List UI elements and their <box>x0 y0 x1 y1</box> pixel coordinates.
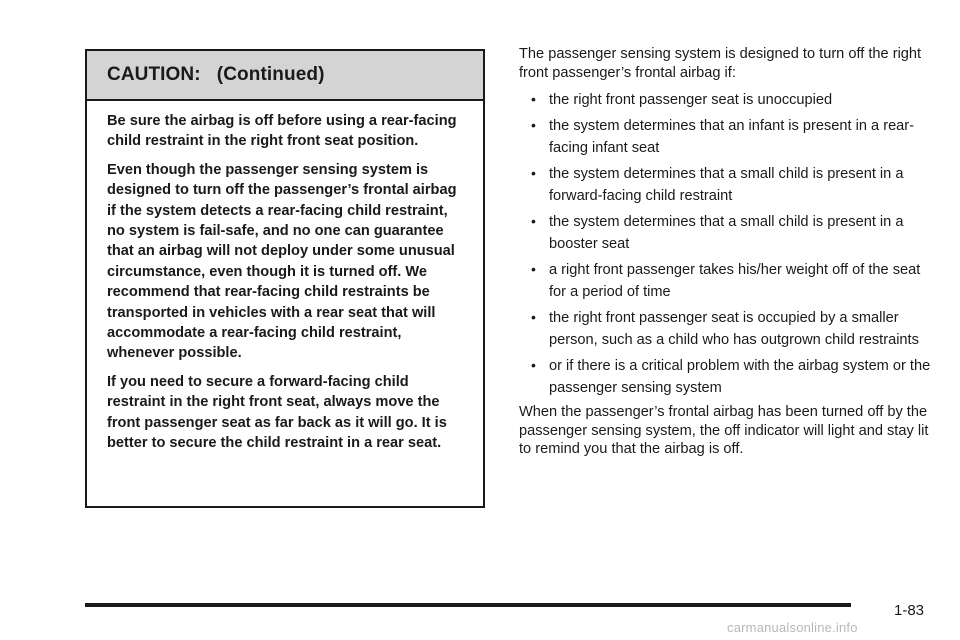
bullet-icon: • <box>531 91 536 107</box>
outro-paragraph: When the passenger’s frontal airbag has been turned off by the passenger sensing system, the off indicator will light and stay lit to remind you that the airbag is off. <box>519 404 929 457</box>
list-item <box>519 259 931 303</box>
bullet-icon: • <box>531 357 536 373</box>
caution-body <box>87 101 483 454</box>
list-item <box>519 115 931 159</box>
caution-paragraph: Be sure the airbag is off before using a rear-facing child restraint in the right front seat position. <box>107 113 457 150</box>
intro-paragraph: The passenger sensing system is designed to turn off the right front passenger’s frontal airbag if: <box>519 46 922 81</box>
list-item <box>519 211 931 255</box>
caution-paragraph: Even though the passenger sensing system is designed to turn off the passenger’s frontal airbag if the system detects a rear-facing child restraint, no system is fail-safe, and no one can guarantee that an airbag will not deploy under some unusual circumstance, even though it is turned off. We recommend that rear-facing child restraints be transported in vehicles with a rear seat that will accommodate a rear-facing child restraint, whenever possible. <box>107 161 457 362</box>
bullet-icon: • <box>531 261 536 277</box>
list-item-text: the system determines that an infant is present in a rear-facing infant seat <box>549 118 915 156</box>
list-item-text: the right front passenger seat is unoccupied <box>549 92 833 108</box>
list-item-text: the system determines that a small child is present in a forward-facing child restraint <box>549 166 904 204</box>
list-item-text: the right front passenger seat is occupied by a smaller person, such as a child who has outgrown child restraints <box>549 310 919 348</box>
bullet-icon: • <box>531 213 536 229</box>
list-item-text: the system determines that a small child is present in a booster seat <box>549 214 904 252</box>
caution-paragraph: If you need to secure a forward-facing child restraint in the right front seat, always move the front passenger seat as far back as it will go. It is better to secure the child restraint in a rear seat. <box>107 373 447 452</box>
right-column <box>519 45 931 459</box>
bullet-icon: • <box>531 117 536 133</box>
list-item <box>519 163 931 207</box>
list-item <box>519 89 931 111</box>
bullet-icon: • <box>531 165 536 181</box>
list-item-text: a right front passenger takes his/her weight off of the seat for a period of time <box>549 262 921 300</box>
page-number: 1-83 <box>894 602 925 619</box>
caution-header <box>87 51 483 101</box>
condition-list <box>519 89 931 399</box>
watermark-text: carmanualsonline.info <box>727 620 858 635</box>
footer-divider <box>85 603 851 607</box>
list-item <box>519 307 931 351</box>
caution-title: CAUTION: (Continued) <box>107 64 325 85</box>
caution-box <box>85 49 485 508</box>
list-item <box>519 355 931 399</box>
list-item-text: or if there is a critical problem with the airbag system or the passenger sensing system <box>549 358 931 396</box>
bullet-icon: • <box>531 309 536 325</box>
